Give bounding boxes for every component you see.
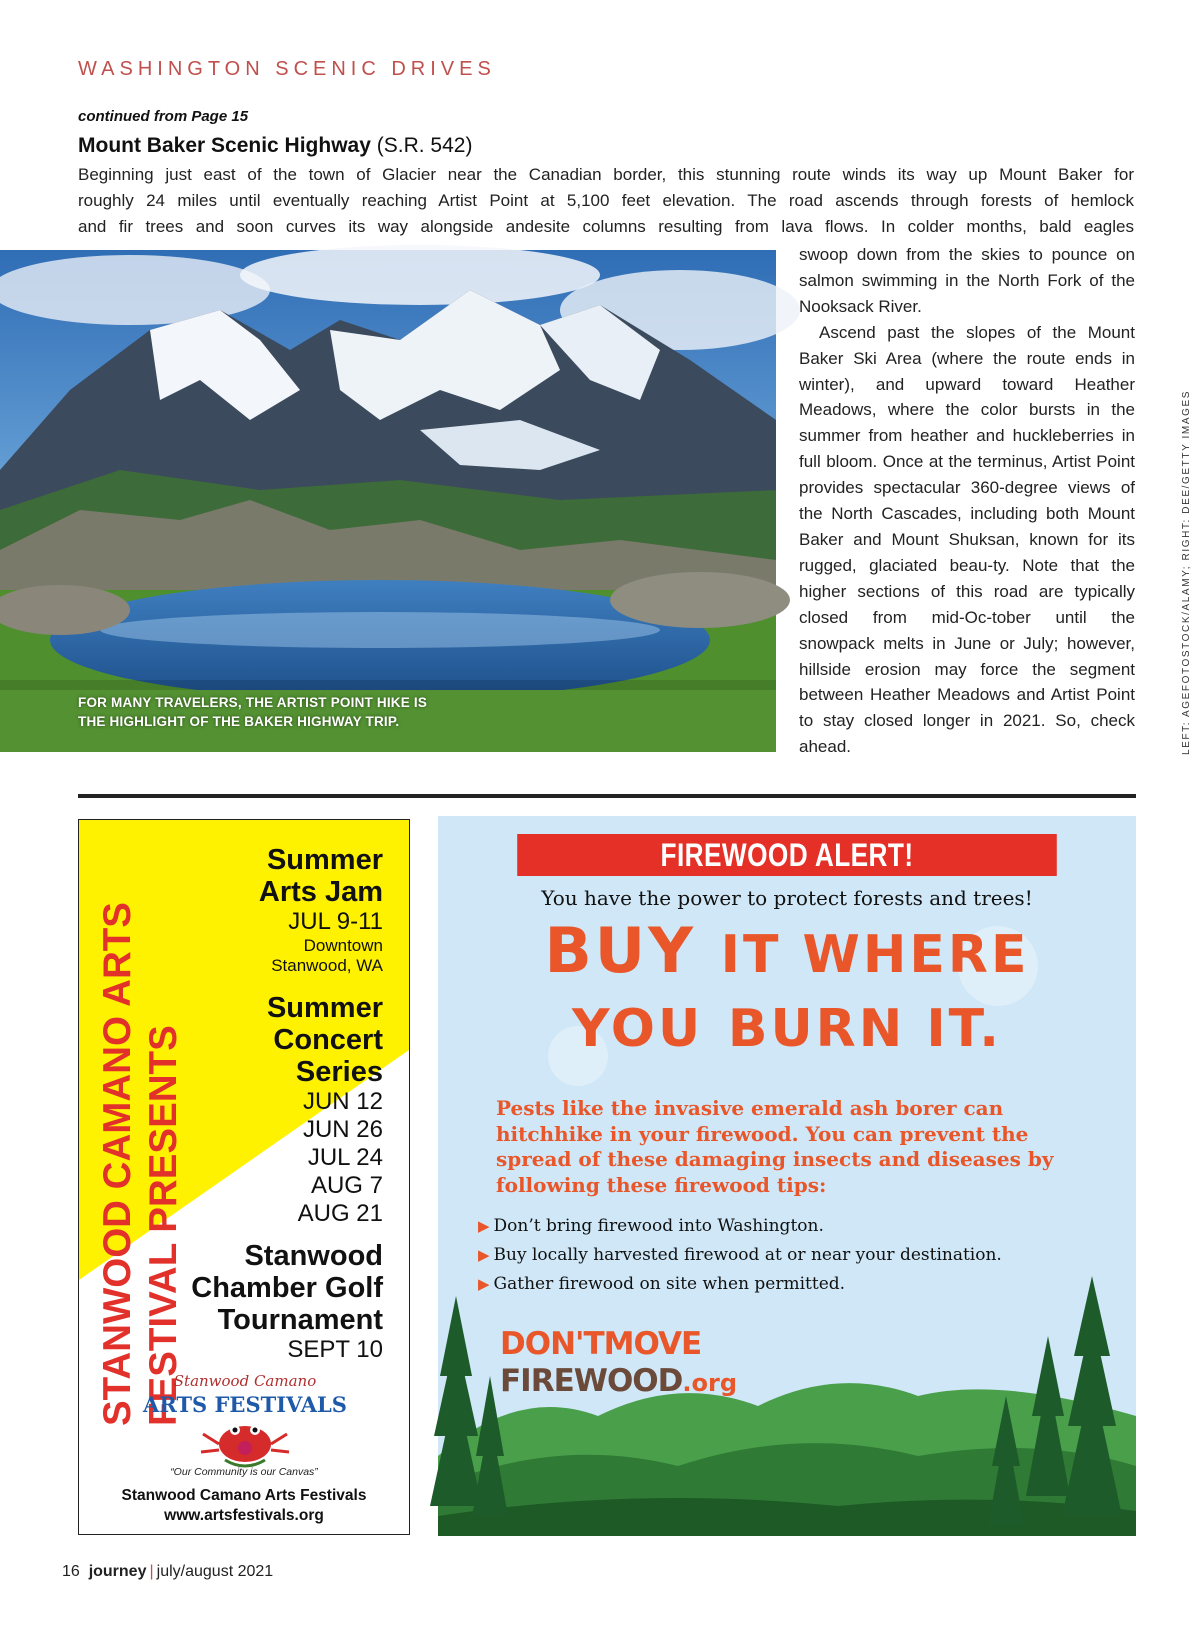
arts-festival-logo <box>143 1368 347 1478</box>
event-date: SEPT 10 <box>287 1336 383 1363</box>
mountain-photo <box>0 250 776 752</box>
event-title: Summer <box>266 844 383 876</box>
event-date: JUN 26 <box>302 1116 383 1143</box>
page-footer <box>62 1563 273 1581</box>
event-date: JUL 24 <box>307 1144 383 1171</box>
headline-word: IT WHERE <box>720 925 1030 985</box>
section-label: WASHINGTON SCENIC DRIVES <box>78 58 496 80</box>
logo-org: .org <box>682 1369 738 1397</box>
ad-vertical-title <box>95 902 187 1426</box>
event-title: Concert <box>273 1024 383 1056</box>
arts-festival-ad <box>78 819 410 1535</box>
photo-caption-line: FOR MANY TRAVELERS, THE ARTIST POINT HIKE IS <box>78 695 428 710</box>
event-location: Downtown <box>303 936 383 955</box>
org-url[interactable]: www.artsfestivals.org <box>164 1507 324 1524</box>
headline-line <box>438 990 1136 1064</box>
logo-firewood: FIREWOOD <box>500 1363 683 1399</box>
firewood-alert-ad <box>438 816 1136 1536</box>
headline-word: BUY <box>544 914 696 987</box>
intro-paragraph <box>78 162 1134 239</box>
mountain-lake-image <box>0 250 776 752</box>
logo-line <box>500 1328 737 1365</box>
firewood-tagline: You have the power to protect forests and trees! <box>541 886 1033 910</box>
firewood-headline <box>438 916 1136 1064</box>
event-date: JUN 12 <box>302 1088 383 1115</box>
event-title: Summer <box>266 992 383 1024</box>
photo-caption-line: THE HIGHLIGHT OF THE BAKER HIGHWAY TRIP. <box>78 714 400 729</box>
event-location: Stanwood, WA <box>271 956 383 975</box>
tip-text: Buy locally harvested firewood at or near your destination. <box>493 1245 1002 1265</box>
column-paragraph: Ascend past the slopes of the Mount Baker Ski Area (where the route ends in winter), and upward toward Heather Meadows, where the color bursts in the summer from heather and huckleberries in full bloom. Once at the terminus, Artist Point provides spectacular 360-degree views of the North Cascades, including both Mount Baker and Mount Shuksan, known for its rugged, glaciated beau-ty. Note that the higher sections of this road are typically closed from mid-Oc-tober until the snowpack melts in June or July; however, hillside erosion may force the segment between Heather Meadows and Artist Point to stay closed longer in 2021. So, check ahead. <box>799 322 1135 757</box>
event-title: Chamber Golf <box>191 1272 383 1304</box>
ad-org <box>79 1486 409 1526</box>
photo-caption <box>78 693 427 731</box>
event-date: JUL 9-11 <box>288 908 383 935</box>
tip-item <box>478 1241 1118 1270</box>
headline-word: BURN IT. <box>727 999 1003 1059</box>
photo-credit: LEFT: AGEFOTOSTOCK/ALAMY; RIGHT: DEE/GETTY IMAGES <box>1181 389 1192 755</box>
event-concert-series <box>267 992 383 1228</box>
ad-motto: “Our Community is our Canvas” <box>170 1466 318 1478</box>
triangle-bullet-icon: ▶ <box>478 1275 490 1293</box>
firewood-pests-text: Pests like the invasive emerald ash borer can hitchhike in your firewood. You can prevent the spread of these damaging insects and diseases by following these firewood tips: <box>496 1096 1054 1197</box>
event-title: Arts Jam <box>258 876 383 908</box>
vertical-line: FESTIVAL PRESENTS <box>142 1025 185 1426</box>
intro-line: and fir trees and soon curves its way alongside andesite columns resulting from lava flows. In colder months, bald eagles <box>78 216 1134 236</box>
intro-line: roughly 24 miles until eventually reaching Artist Point at 5,100 feet elevation. The road ascends through forests of hemlock <box>78 190 1134 210</box>
headline-line <box>438 916 1136 990</box>
firewood-banner: FIREWOOD ALERT! <box>517 834 1057 876</box>
article-heading <box>78 134 472 158</box>
continued-note: continued from Page 15 <box>78 108 249 125</box>
logo-main-text: ARTS FESTIVALS <box>143 1392 347 1417</box>
column-paragraph: swoop down from the skies to pounce on salmon swimming in the North Fork of the Nooksack River. <box>799 245 1135 316</box>
logo-top-text: Stanwood Camano <box>173 1372 317 1390</box>
page-number: 16 <box>62 1563 80 1580</box>
intro-line: Beginning just east of the town of Glacier near the Canadian border, this stunning route winds its way up Mount Baker for <box>78 165 1134 184</box>
triangle-bullet-icon: ▶ <box>478 1217 490 1235</box>
event-arts-jam <box>259 844 383 976</box>
footer-separator: | <box>149 1563 154 1580</box>
event-golf <box>191 1240 383 1364</box>
magazine-name: journey <box>88 1563 147 1580</box>
heading-title: Mount Baker Scenic Highway <box>78 134 371 157</box>
logo-dont: DON'T <box>500 1326 604 1362</box>
section-divider <box>78 794 1136 798</box>
triangle-bullet-icon: ▶ <box>478 1246 490 1264</box>
event-date: AUG 7 <box>310 1172 383 1199</box>
vertical-line: STANWOOD CAMANO ARTS <box>96 902 139 1426</box>
event-title: Series <box>295 1056 383 1088</box>
article-column <box>799 242 1135 760</box>
headline-word: YOU <box>571 999 704 1059</box>
firewood-tips <box>478 1212 1118 1299</box>
tip-item <box>478 1212 1118 1241</box>
tip-text: Gather firewood on site when permitted. <box>493 1274 846 1294</box>
issue-date: july/august 2021 <box>156 1563 274 1580</box>
heading-route: (S.R. 542) <box>376 134 473 157</box>
logo-line <box>500 1365 737 1402</box>
event-title: Stanwood <box>244 1240 383 1272</box>
event-date: AUG 21 <box>297 1200 383 1227</box>
dont-move-firewood-logo[interactable] <box>500 1328 737 1402</box>
logo-move: MOVE <box>603 1326 702 1362</box>
event-title: Tournament <box>217 1304 383 1336</box>
tip-item <box>478 1270 1118 1299</box>
org-name: Stanwood Camano Arts Festivals <box>121 1487 367 1504</box>
tip-text: Don’t bring firewood into Washington. <box>493 1216 824 1236</box>
